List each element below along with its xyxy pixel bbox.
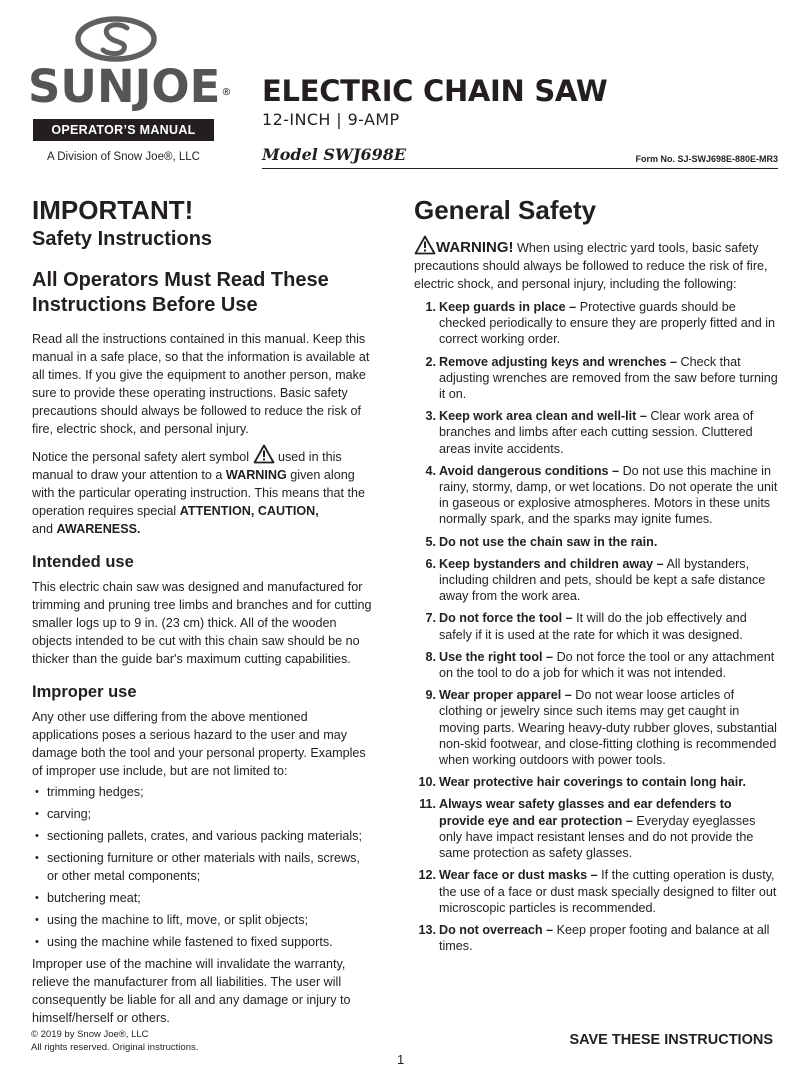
list-item: 9. Wear proper apparel – Do not wear loose articles of clothing or jewelry since such items may get caught in moving parts. Wearing heavy-duty rubber gloves, substantial non-skid footwear, and close-fitting clothing is recommended when working outdoors with power tools.: [425, 688, 777, 768]
page-number: 1: [397, 1052, 405, 1066]
list-item: 10. Wear protective hair coverings to contain long hair.: [418, 775, 746, 790]
form-number: Form No. SJ-SWJ698E-880E-MR3: [635, 154, 778, 164]
warning-icon: [414, 235, 436, 255]
page-subtitle: 12-INCH | 9-AMP: [262, 110, 400, 129]
operators-manual-label: OPERATOR’S MANUAL: [33, 119, 214, 141]
intended-use-heading: Intended use: [32, 553, 134, 571]
left-column: [32, 195, 372, 1027]
header-divider: [262, 168, 778, 169]
improper-use-heading: Improper use: [32, 683, 137, 701]
right-column: [414, 195, 780, 960]
list-item: • using the machine while fastened to fixed supports.: [32, 933, 372, 951]
list-item: • trimming hedges;: [32, 783, 372, 801]
intended-use-paragraph: This electric chain saw was designed and manufactured for trimming and pruning tree limbs and branches and for cutting smaller logs up to 9 in. (23 cm) thick. All of the wooden objects intended to be cut with this chain saw should be no thicker than the guide bar's maximum cutting capabilities.: [32, 580, 372, 666]
safety-alert-icon: [253, 444, 275, 464]
page-title: ELECTRIC CHAIN SAW: [262, 74, 608, 108]
list-item: 2. Remove adjusting keys and wrenches – Check that adjusting wrenches are removed from the saw before turning it on.: [425, 354, 778, 402]
list-item: 12. Wear face or dust masks – If the cutting operation is dusty, the use of a face or dust mask specially designed to filter out microscopic particles is recommended.: [418, 868, 777, 915]
list-item: 1. Keep guards in place – Protective guards should be checked periodically to ensure they are properly fitted and in correct working order.: [425, 300, 776, 347]
list-item: 11. Always wear safety glasses and ear defenders to provide eye and ear protection – Everyday eyeglasses only have impact resistant lenses and do not provide the same protection as safety glasses.: [419, 797, 756, 861]
list-item: 5. Do not use the chain saw in the rain.: [425, 534, 658, 549]
list-item: 13. Do not overreach – Keep proper footing and balance at all times.: [418, 922, 770, 954]
division-text: A Division of Snow Joe®, LLC: [47, 151, 200, 163]
improper-use-list: [32, 783, 372, 951]
list-item: • sectioning furniture or other materials with nails, screws, or other metal components;: [32, 849, 372, 885]
sunjoe-logo-icon: [75, 16, 157, 62]
save-instructions-label: SAVE THESE INSTRUCTIONS: [569, 1032, 773, 1048]
list-item: 4. Avoid dangerous conditions – Do not use this machine in rainy, stormy, damp, or wet locations. Do not operate the unit in gaseous or explosive atmospheres. Motors in these units normally spark, and the sparks may ignite fumes.: [425, 463, 778, 527]
list-item: • butchering meat;: [32, 889, 372, 907]
list-item: • carving;: [32, 805, 372, 823]
list-item: • using the machine to lift, move, or split objects;: [32, 911, 372, 929]
list-item: 7. Do not force the tool – It will do the job effectively and safely if it is used at the rate for which it was designed.: [425, 611, 747, 642]
list-item: 3. Keep work area clean and well-lit – Clear work area of branches and limbs after each cutting session. Cluttered areas invite accidents.: [425, 409, 754, 456]
safety-instructions-heading: Safety Instructions: [32, 228, 213, 250]
notice-paragraph: Notice the personal safety alert symbol used in this manual to draw your attention to a WARNING given along with the particular operating instruction. This means that the operation requires special ATTENTION, CAUTION, and AWARENESS.: [32, 444, 372, 538]
intro-paragraph: Read all the instructions contained in this manual. Keep this manual in a safe place, so that the information is available at all times. If you give the equipment to another person, make sure to provide these operating instructions. Basic safety precautions should always be followed to reduce the risk of fire, electric shock, and personal injury.: [32, 332, 370, 436]
brand-wordmark: SUNJOE®: [28, 60, 232, 113]
list-item: 6. Keep bystanders and children away – All bystanders, including children and pets, should be kept a safe distance away from the work area.: [425, 556, 766, 604]
improper-use-paragraph: Any other use differing from the above mentioned applications poses a serious hazard to the user and may damage both the tool and your personal property. Examples of improper use include, but are not limited to:: [32, 710, 366, 778]
important-heading: IMPORTANT!: [32, 195, 194, 225]
model-number: Model SWJ698E: [262, 145, 407, 164]
list-item: 8. Use the right tool – Do not force the tool or any attachment on the tool to do a job for which it was not intended.: [425, 649, 775, 681]
list-item: • sectioning pallets, crates, and various packing materials;: [32, 827, 372, 845]
improper-use-closing: Improper use of the machine will invalidate the warranty, relieve the manufacturer from all liabilities. The user will consequently be liable for all and any damage or injury to himself/herself or others.: [32, 957, 351, 1025]
all-operators-heading: All Operators Must Read These Instructions Before Use: [32, 269, 329, 316]
general-safety-heading: General Safety: [414, 195, 597, 225]
safety-rules-list: [414, 299, 780, 954]
warning-paragraph: WARNING! When using electric yard tools, basic safety precautions should always be followed to reduce the risk of fire, electric shock, and personal injury, including the following:: [414, 235, 780, 293]
copyright-notice: © 2019 by Snow Joe®, LLC All rights reserved. Original instructions.: [31, 1029, 199, 1053]
